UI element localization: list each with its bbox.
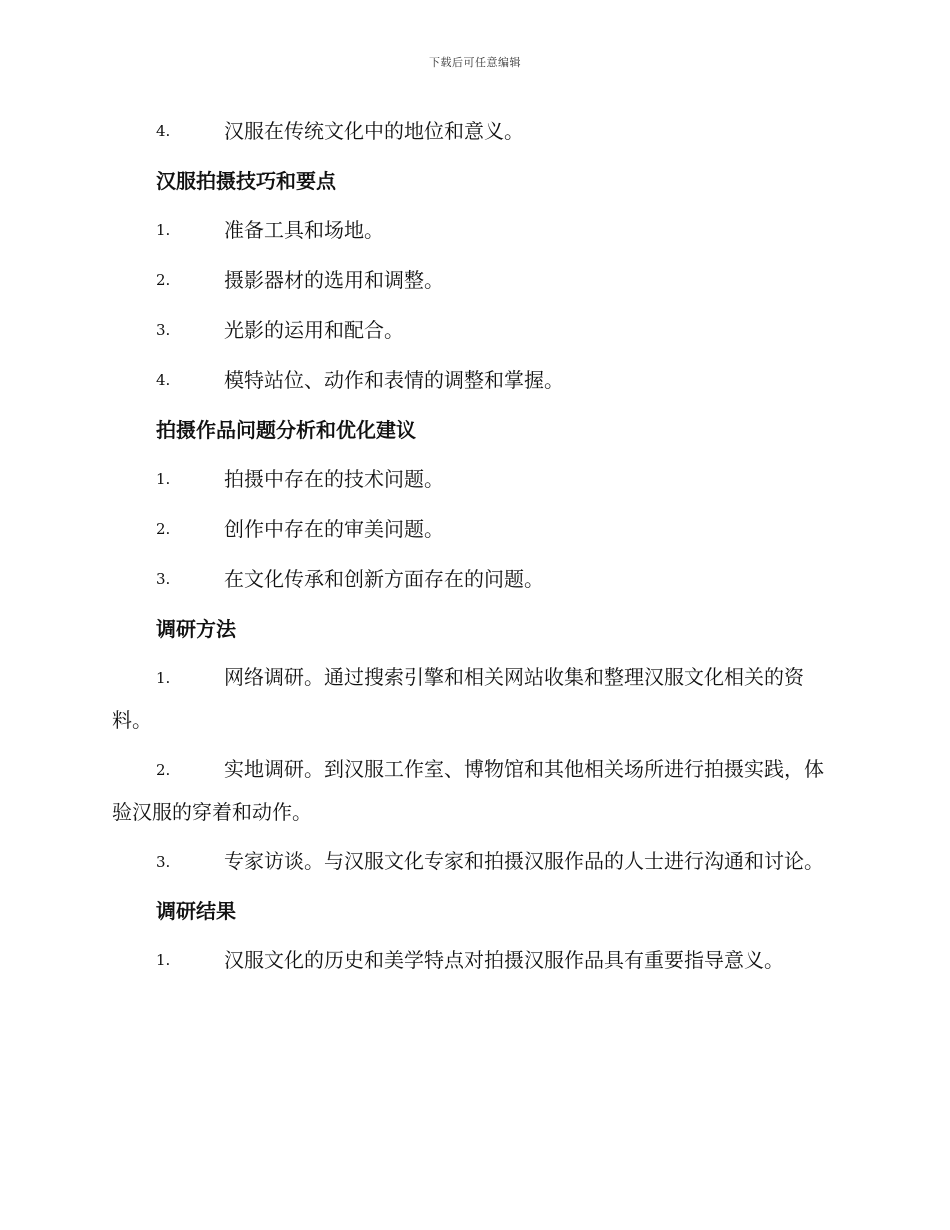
list-item-number: 2. bbox=[156, 761, 171, 779]
list-item bbox=[112, 208, 834, 252]
list-item-number: 1. bbox=[156, 221, 171, 239]
list-item-text: 在文化传承和创新方面存在的问题。 bbox=[224, 567, 544, 591]
list-item-number: 2. bbox=[156, 520, 171, 538]
list-item-text: 拍摄中存在的技术问题。 bbox=[224, 467, 444, 491]
list-item-number: 2. bbox=[156, 271, 171, 289]
list-item bbox=[112, 507, 834, 551]
list-item-number: 3. bbox=[156, 321, 171, 339]
list-item-text: 专家访谈。与汉服文化专家和拍摄汉服作品的人士进行沟通和讨论。 bbox=[224, 849, 824, 873]
list-item bbox=[112, 557, 834, 601]
section-heading-research-results: 调研结果 bbox=[156, 899, 236, 923]
list-item-number: 1. bbox=[156, 470, 171, 488]
list-item bbox=[112, 358, 834, 402]
list-item-text: 实地调研。到汉服工作室、博物馆和其他相关场所进行拍摄实践，体验汉服的穿着和动作。 bbox=[112, 757, 824, 824]
list-item bbox=[112, 938, 834, 982]
list-item-number: 4. bbox=[156, 122, 171, 140]
section-heading-shooting-tips: 汉服拍摄技巧和要点 bbox=[156, 169, 336, 193]
header-note: 下载后可任意编辑 bbox=[429, 56, 521, 69]
list-item-text: 网络调研。通过搜索引擎和相关网站收集和整理汉服文化相关的资料。 bbox=[112, 665, 804, 732]
list-item bbox=[112, 109, 834, 153]
list-item-text: 准备工具和场地。 bbox=[224, 218, 384, 242]
list-item bbox=[112, 308, 834, 352]
list-item-text: 创作中存在的审美问题。 bbox=[224, 517, 444, 541]
list-item-number: 1. bbox=[156, 669, 171, 687]
section-heading-research-methods: 调研方法 bbox=[156, 617, 236, 641]
list-item bbox=[112, 656, 834, 742]
list-item-text: 汉服文化的历史和美学特点对拍摄汉服作品具有重要指导意义。 bbox=[224, 948, 784, 972]
list-item bbox=[112, 748, 834, 834]
list-item-number: 3. bbox=[156, 570, 171, 588]
list-item-text: 摄影器材的选用和调整。 bbox=[224, 268, 444, 292]
list-item-text: 汉服在传统文化中的地位和意义。 bbox=[224, 119, 524, 143]
list-item-text: 光影的运用和配合。 bbox=[224, 318, 404, 342]
list-item bbox=[112, 258, 834, 302]
list-item-number: 1. bbox=[156, 951, 171, 969]
document-body bbox=[112, 104, 834, 988]
section-heading-problem-analysis: 拍摄作品问题分析和优化建议 bbox=[156, 418, 416, 442]
list-item bbox=[112, 457, 834, 501]
list-item-number: 4. bbox=[156, 371, 171, 389]
list-item bbox=[112, 840, 834, 883]
list-item-text: 模特站位、动作和表情的调整和掌握。 bbox=[224, 368, 564, 392]
list-item-number: 3. bbox=[156, 853, 171, 871]
